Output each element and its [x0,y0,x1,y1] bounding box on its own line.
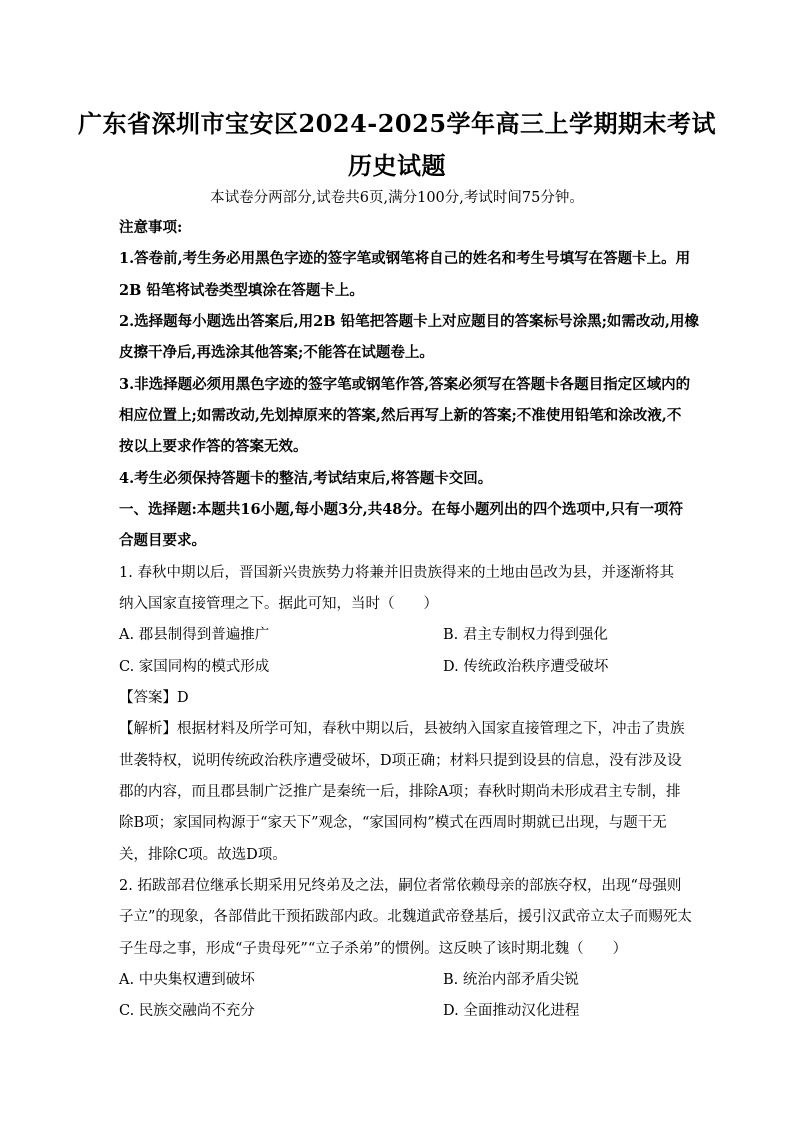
q1-option-c: C. 家国同构的模式形成 [119,659,270,675]
q1-analysis: 关，排除C项。故选D项。 [119,847,287,863]
notice-line: 3.非选择题必须用黑色字迹的签字笔或钢笔作答,答案必须写在答题卡各题目指定区域内的 [119,376,691,393]
q2-stem: 2. 拓跋部君位继承长期采用兄终弟及之法，嗣位者常依赖母亲的部族夺权，出现“母强则 [119,878,682,894]
q1-option-d: D. 传统政治秩序遭受破坏 [443,659,609,675]
q2-option-c: C. 民族交融尚不充分 [119,1003,255,1019]
notice-line: 2.选择题每小题选出答案后,用2B 铅笔把答题卡上对应题目的答案标号涂黑;如需改动,用橡 [119,313,699,330]
q2-option-d: D. 全面推动汉化进程 [443,1003,580,1019]
notice-line: 4.考生必须保持答题卡的整洁,考试结束后,将答题卡交回。 [119,470,493,487]
notice-line: 相应位置上;如需改动,先划掉原来的答案,然后再写上新的答案;不准使用铅笔和涂改液,不 [119,407,682,424]
q1-option-b: B. 君主专制权力得到强化 [443,627,608,643]
notice-line: 按以上要求作答的答案无效。 [119,438,308,455]
section-heading-cont: 合题目要求。 [119,532,206,549]
notice-line: 2B 铅笔将试卷类型填涂在答题卡上。 [119,282,364,299]
q1-analysis: 郡的内容，而且郡县制广泛推广是秦统一后，排除A项；春秋时期尚未形成君主专制，排 [119,784,681,800]
notice-heading: 注意事项: [119,219,183,236]
q1-stem: 纳入国家直接管理之下。据此可知，当时（ ） [119,596,438,612]
q1-option-a: A. 郡县制得到普遍推广 [119,627,270,643]
q1-analysis: 【解析】根据材料及所学可知，春秋中期以后，县被纳入国家直接管理之下，冲击了贵族 [119,721,685,737]
q2-stem: 子立”的现象，各部借此干预拓跋部内政。北魏道武帝登基后，援引汉武帝立太子而赐死太 [119,909,692,925]
q1-analysis: 除B项；家国同构源于“家天下”观念，“家国同构”模式在西周时期就已出现，与题干无 [119,815,667,831]
q2-option-b: B. 统治内部矛盾尖锐 [443,972,579,988]
q2-stem: 子生母之事，形成“子贵母死”“立子杀弟”的惯例。这反映了该时期北魏（ ） [119,941,628,957]
q2-option-a: A. 中央集权遭到破坏 [119,972,255,988]
exam-subject-title: 历史试题 [348,151,446,180]
section-heading: 一、选择题:本题共16小题,每小题3分,共48分。在每小题列出的四个选项中,只有一项符 [119,501,683,518]
q1-stem: 1. 春秋中期以后，晋国新兴贵族势力将兼并旧贵族得来的土地由邑改为县，并逐渐将其 [119,565,674,581]
notice-line: 皮擦干净后,再选涂其他答案;不能答在试题卷上。 [119,344,434,361]
exam-title: 广东省深圳市宝安区2024-2025学年高三上学期期末考试 [77,109,717,138]
q1-answer: 【答案】D [119,690,189,706]
exam-info: 本试卷分两部分,试卷共6页,满分100分,考试时间75分钟。 [210,190,584,206]
q1-analysis: 世袭特权，说明传统政治秩序遭受破坏，D项正确；材料只提到设县的信息，没有涉及设 [119,753,682,769]
notice-line: 1.答卷前,考生务必用黑色字迹的签字笔或钢笔将自己的姓名和考生号填写在答题卡上。用 [119,250,691,267]
